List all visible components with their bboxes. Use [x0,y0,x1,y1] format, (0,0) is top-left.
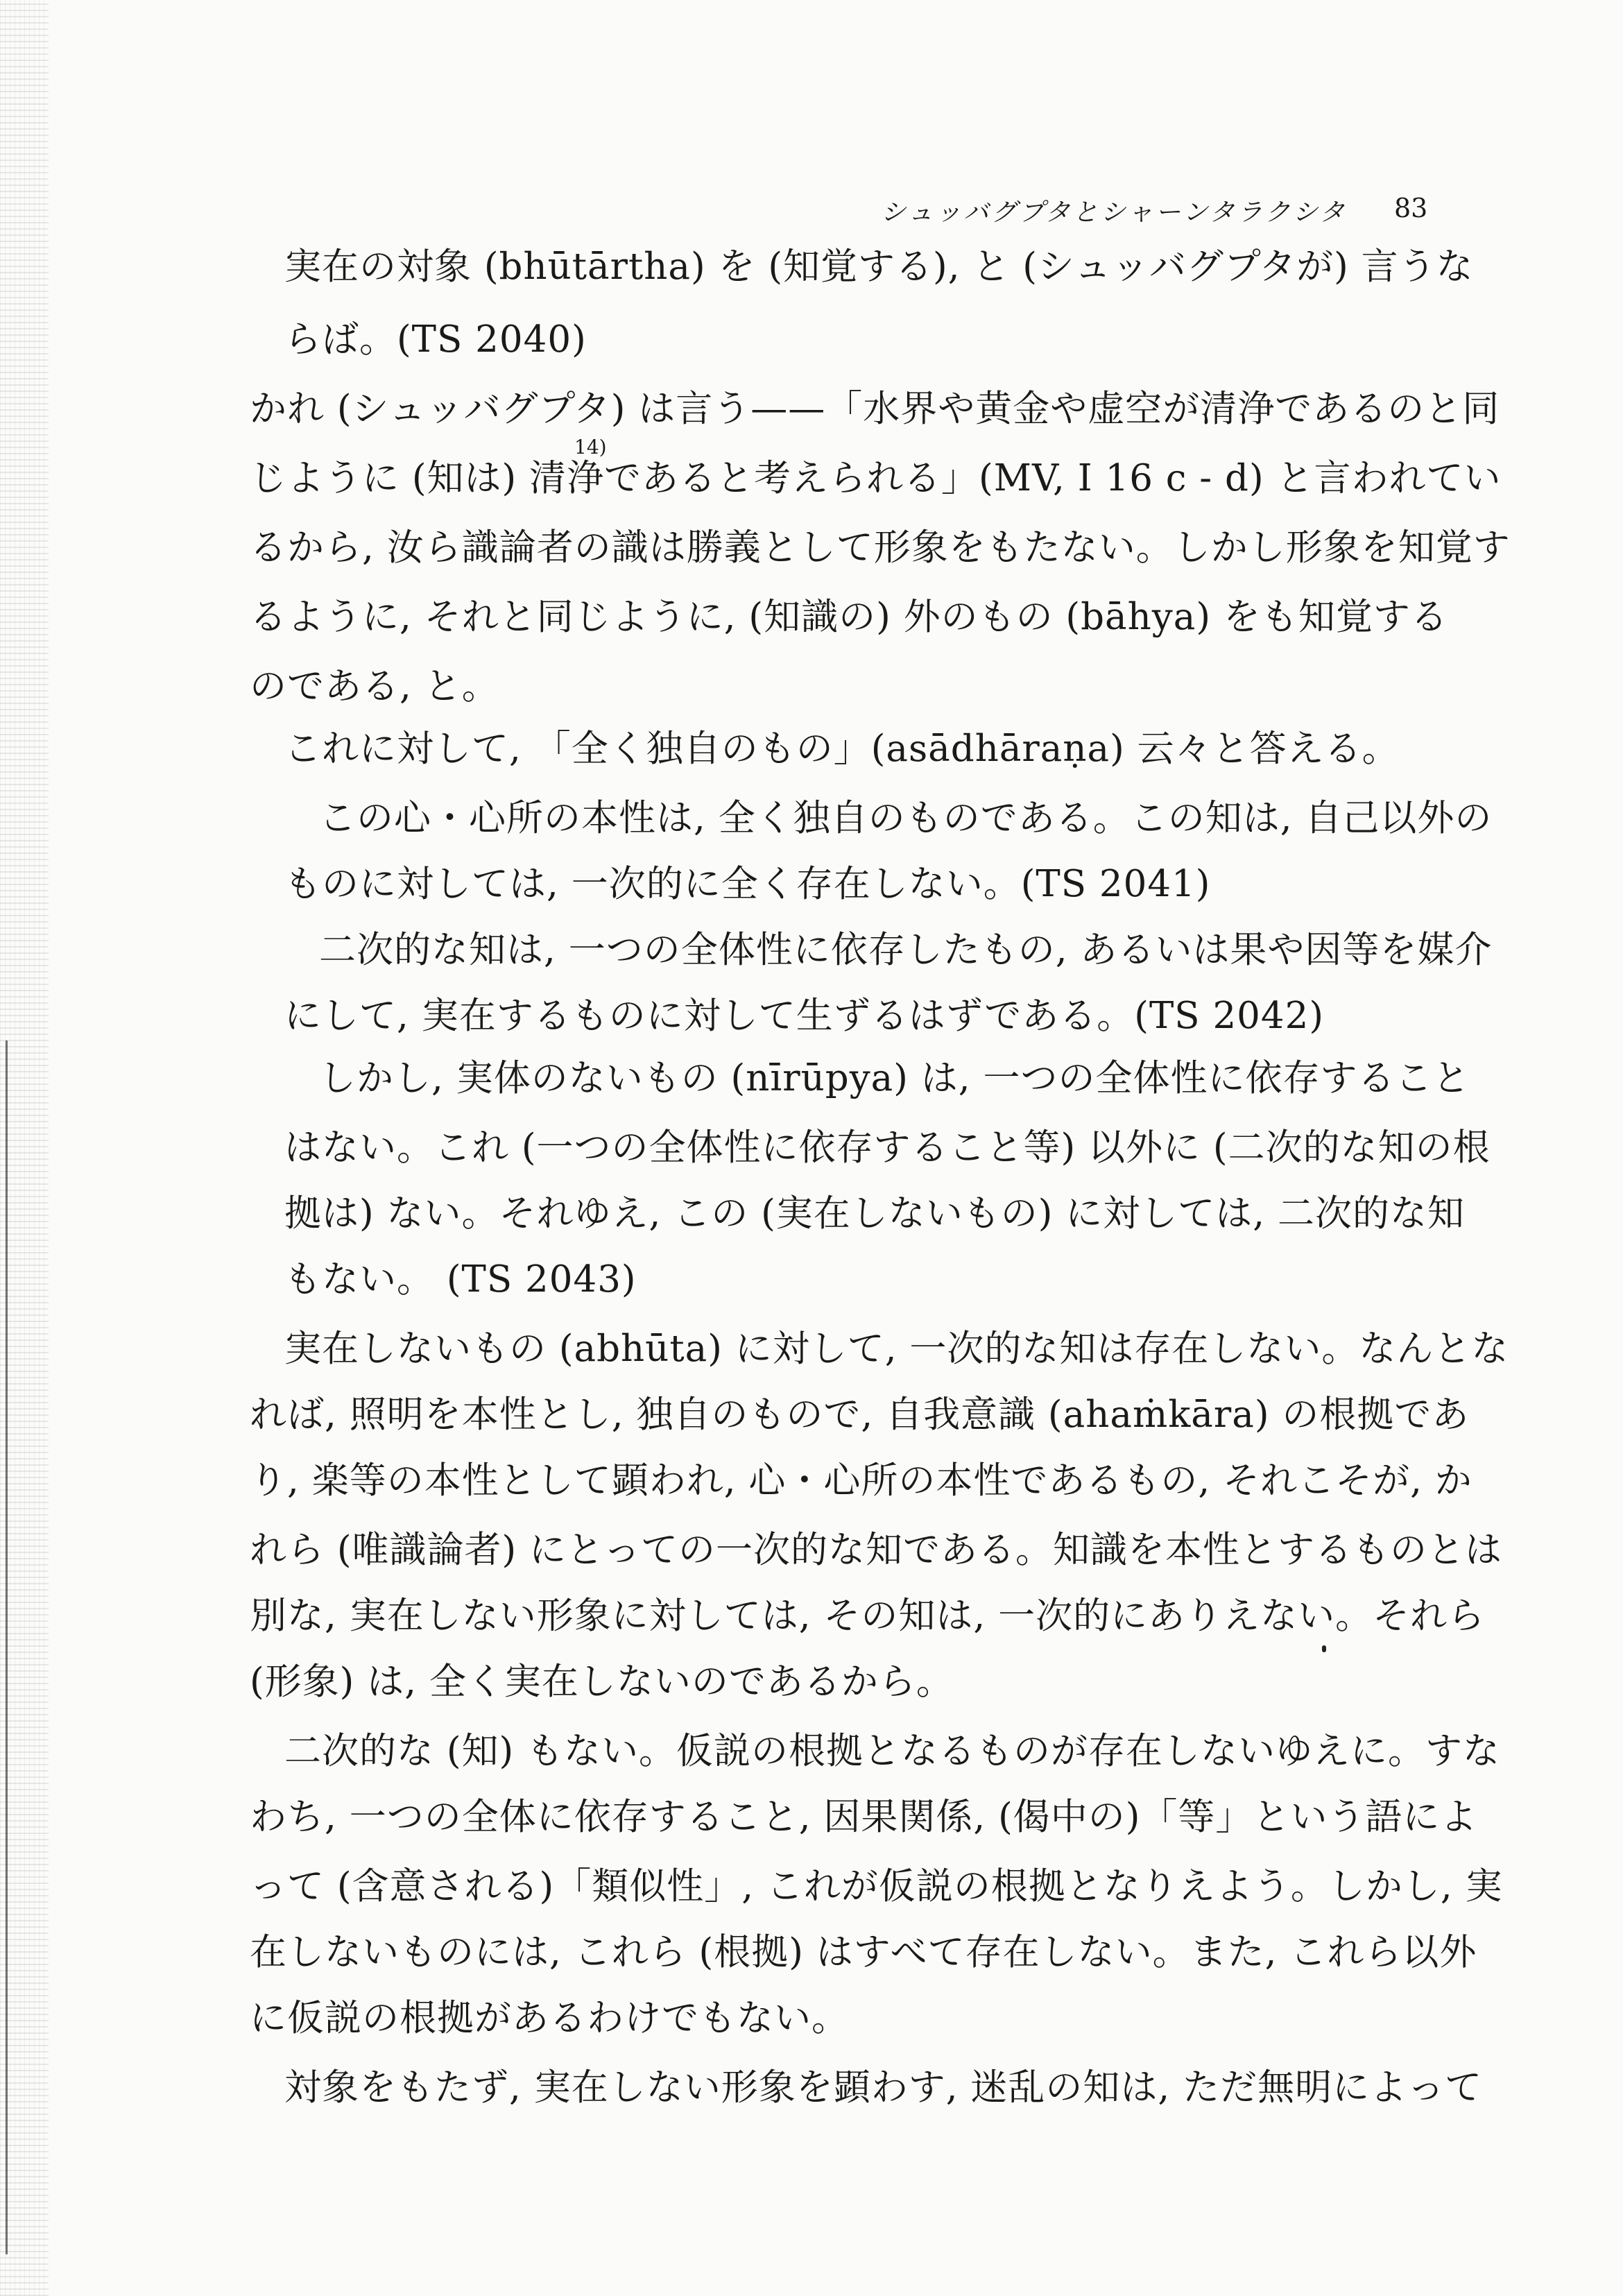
text-line: わち, 一つの全体に依存すること, 因果関係, (偈中の)「等」という語によ [250,1796,1478,1838]
text-line: に仮説の根拠があるわけでもない。 [250,1997,849,2039]
text-line: 対象をもたず, 実在しない形象を顕わす, 迷乱の知は, ただ無明によって [284,2066,1483,2109]
text-line: り, 楽等の本性として顕われ, 心・心所の本性であるもの, それこそが, か [250,1459,1472,1502]
text-line: この心・心所の本性は, 全く独自のものである。この知は, 自己以外の [319,797,1493,839]
text-line: もない。 (TS 2043) [284,1258,637,1301]
text-line: 二次的な知は, 一つの全体性に依存したもの, あるいは果や因等を媒介 [319,929,1493,971]
text-line: 実在しないもの (abhūta) に対して, 一次的な知は存在しない。なんとな [284,1328,1509,1370]
text-line: 在しないものには, これら (根拠) はすべて存在しない。また, これら以外 [250,1931,1477,1973]
text-line: 実在の対象 (bhūtārtha) を (知覚する), と (シュッバグプタが) 言うな [284,246,1474,288]
text-line: これに対して, 「全く独自のもの」(asādhāraṇa) 云々と答える。 [284,728,1400,770]
text-line: ものに対しては, 一次的に全く存在しない。(TS 2041) [284,863,1211,905]
text-line: れば, 照明を本性とし, 独自のもので, 自我意識 (ahaṁkāra) の根拠であ [250,1394,1470,1436]
text-line: のである, と。 [250,665,499,708]
text-line: じように (知は) 清浄であると考えられる」(MV, I 16 c - d) と言われてい [250,457,1502,499]
text-line: (形象) は, 全く実在しないのであるから。 [250,1661,954,1703]
text-line: れら (唯識論者) にとっての一次的な知である。知識を本性とするものとは [250,1529,1502,1571]
text-line: らば。(TS 2040) [284,318,587,361]
text-line: 別な, 実在しない形象に対しては, その知は, 一次的にありえない。それら [250,1595,1486,1637]
scan-edge-line [6,1040,8,2254]
text-line: しかし, 実体のないもの (nīrūpya) は, 一つの全体性に依存すること [319,1057,1470,1099]
text-line: るように, それと同じように, (知識の) 外のもの (bāhya) をも知覚する [250,596,1448,638]
text-line: かれ (シュッバグプタ) は言う——「水界や黄金や虚空が清浄であるのと同 [250,388,1500,430]
page-number: 83 [1394,193,1428,223]
text-line: るから, 汝ら識論者の識は勝義として形象をもたない。しかし形象を知覚す [250,526,1511,569]
text-line: はない。これ (一つの全体性に依存すること等) 以外に (二次的な知の根 [284,1126,1491,1169]
text-line: って (含意される)「類似性」, これが仮説の根拠となりえよう。しかし, 実 [250,1865,1503,1908]
ink-speck [1322,1645,1326,1652]
text-line: 拠は) ない。それゆえ, この (実在しないもの) に対しては, 二次的な知 [284,1192,1465,1235]
running-title: シュッバグプタとシャーンタラクシタ [881,198,1348,227]
text-line: 二次的な (知) もない。仮説の根拠となるものが存在しないゆえに。すな [284,1730,1501,1772]
footnote-marker: 14) [574,436,607,459]
text-line: にして, 実在するものに対して生ずるはずである。(TS 2042) [284,995,1325,1037]
